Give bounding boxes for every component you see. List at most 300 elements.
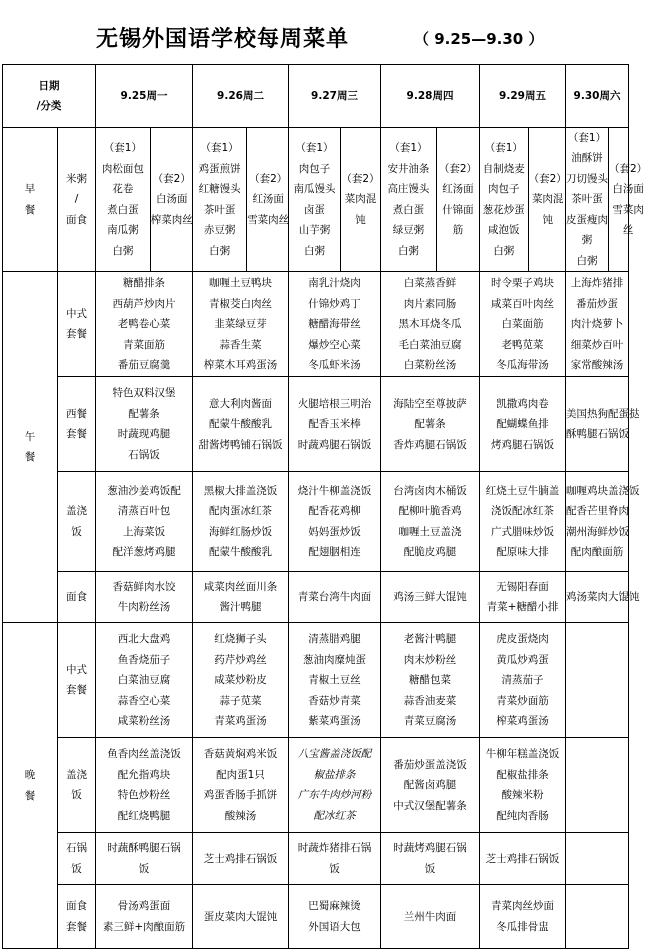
category-label: 米粥 / 面食 [58,128,96,272]
menu-item: （套2） [438,162,478,175]
menu-item: 配薯条 [128,407,160,420]
menu-item: 红糖馒头 [198,183,241,196]
day-cell [289,833,381,885]
menu-item: 油酥饼 [571,152,603,165]
menu-item: （套1） [567,132,607,144]
menu-item: 番茄豆腐羹 [117,358,171,371]
dinner-rice-row [3,738,629,833]
menu-item: 鱼香烧茄子 [117,653,171,666]
menu-item: 菜肉混 [531,193,564,206]
menu-item: 茶叶蛋 [571,193,603,206]
day-cell [566,623,629,738]
menu-item: 肉汁烧萝卜 [570,318,624,331]
menu-item: 咖喱土豆盖浇 [398,525,462,538]
category-label: 盖浇 饭 [58,738,96,833]
menu-item: （套1） [389,142,428,155]
menu-item: （套2） [528,172,567,185]
menu-item: 高庄馒头 [387,183,430,196]
day-cell [381,738,480,833]
menu-item: （套2） [249,172,288,185]
menu-item: 妈妈蛋炒饭 [308,525,361,538]
menu-item: 椒盐排条 [313,768,356,781]
menu-item: 肉包子 [488,183,520,196]
day-cell [381,472,480,572]
day-cell [480,623,566,738]
menu-item: 芝士鸡排石锅饭 [485,852,560,865]
day-cell [96,128,193,272]
day-cell [193,272,289,377]
meal-label: 午 餐 [3,272,58,623]
menu-item: 毛白菜油豆腐 [398,338,462,351]
menu-item: 蒜香油麦菜 [403,694,457,707]
weekly-menu-table [2,64,647,949]
menu-item: （套2） [152,172,191,185]
menu-item: 青菜炒面筋 [496,694,549,707]
menu-item: 烤鸡腿石锅饭 [491,438,554,451]
menu-item: 香菇黄焖鸡米饭 [203,748,278,761]
menu-item: 青菜面筋 [123,338,165,351]
menu-item: 青菜鸡蛋汤 [214,714,267,727]
menu-item: 配肉蛋1只 [216,768,265,781]
menu-item: 配蒙牛酸酸乳 [209,546,272,559]
menu-item: 南瓜馒头 [293,183,336,196]
menu-item: 丝 [622,224,634,237]
menu-item: 冬瓜排骨盅 [496,920,549,933]
menu-item: 甜酱烤鸭铺石锅饭 [198,438,283,451]
menu-item: 刀切馒头 [566,172,608,185]
menu-item: 香炸鸡腿石锅饭 [393,438,467,451]
day-cell [193,472,289,572]
category-label: 面食 套餐 [58,885,96,949]
dinner-chinese-row [3,623,629,738]
header-day: 9.30周六 [566,65,629,128]
day-cell [566,128,647,272]
menu-item: 白粥 [112,244,134,257]
menu-item: 榨菜木耳鸡蛋汤 [203,358,278,371]
day-cell [566,833,629,885]
breakfast-sets [193,128,288,271]
day-cell [480,572,566,623]
menu-item: 饨 [355,213,366,226]
menu-item: 骨汤鸡蛋面 [117,900,171,913]
menu-item: 鸡蛋香肠手抓饼 [203,789,278,802]
menu-item: 糖醋排条 [123,277,165,290]
menu-item: 南乳汁烧肉 [308,277,361,290]
breakfast-row [3,128,629,272]
menu-item: 白菜油豆腐 [117,674,171,687]
breakfast-set-1 [566,128,609,271]
menu-item: 肉片素同肠 [403,297,457,310]
menu-item: 配蝴蝶鱼排 [496,418,549,431]
menu-item: 蒜香空心菜 [117,694,171,707]
menu-item: 白菜粉丝汤 [403,358,457,371]
menu-item: 配肉酿面筋 [570,546,624,559]
dinner-stonepot-row [3,833,629,885]
menu-item: 葱花炒蛋 [482,203,525,216]
menu-item: 雪菜肉 [612,203,644,216]
category-label: 盖浇 饭 [58,472,96,572]
menu-item: 配红烧鸭腿 [117,809,171,822]
menu-item: 香菇鲜肉水饺 [112,580,176,593]
menu-item: 雪菜肉丝 [247,213,290,226]
breakfast-sets [566,128,647,271]
menu-item: 鸡汤三鲜大馄饨 [393,591,467,604]
menu-item: 清蒸百叶包 [117,505,171,518]
menu-item: 配香玉米棒 [308,418,361,431]
menu-item: 上海菜饭 [123,525,165,538]
menu-item: 老鸭苋菜 [501,338,544,351]
menu-item: 糖醋包菜 [409,674,451,687]
menu-item: 配肉蛋冰红茶 [209,505,272,518]
day-cell [193,885,289,949]
menu-item: 煮白蛋 [392,203,425,216]
menu-item: 茶叶蛋 [203,203,236,216]
menu-item: 时蔬烤鸡腿石锅 [393,842,467,855]
menu-item: 红烧土豆牛腩盖 [485,484,560,497]
menu-item: 配冰红茶 [313,809,356,822]
menu-item: 浇饭配冰红茶 [491,505,554,518]
menu-item: 时蔬炸猪排石锅 [297,842,372,855]
menu-item: 酱汁鸭腿 [219,601,262,614]
header-day: 9.29周五 [480,65,566,128]
day-cell [480,128,566,272]
menu-title-bar [0,18,630,62]
lunch-chinese-row [3,272,629,377]
day-cell [480,833,566,885]
day-cell [566,472,640,572]
day-cell [381,572,480,623]
menu-item: 青菜+糖醋小排 [486,601,559,614]
day-cell [193,128,289,272]
day-cell [566,885,629,949]
day-cell [480,272,566,377]
menu-item: 青椒土豆丝 [308,674,361,687]
menu-item: 中式汉堡配薯条 [393,799,467,812]
menu-item: 肉松面包 [101,162,144,175]
menu-item: 自制烧麦 [482,162,525,175]
breakfast-set-1 [480,128,529,271]
dinner-noodle-row [3,885,629,949]
menu-item: 卤蛋 [303,203,325,216]
menu-item: 美国热狗配蛋挞 [566,407,640,420]
menu-item: 菜肉混 [344,193,377,206]
menu-item: 煮白蛋 [107,203,139,216]
day-cell [566,272,629,377]
menu-item: （套2） [341,172,380,185]
menu-item: （套1） [295,142,334,155]
menu-item: 榨菜肉丝 [150,213,193,226]
menu-item: 绿豆粥 [392,224,425,237]
day-cell [381,885,480,949]
menu-item: 饭 [424,862,436,875]
category-label: 西餐 套餐 [58,377,96,472]
menu-item: （套1） [484,142,523,155]
breakfast-set-1 [381,128,437,271]
menu-item: 鸡汤菜肉大馄饨 [566,591,640,604]
category-label: 中式 套餐 [58,623,96,738]
header-day: 9.28周四 [381,65,480,128]
menu-item: 上海炸猪排 [570,277,624,290]
day-cell [289,272,381,377]
menu-item: 兰州牛肉面 [403,910,457,923]
menu-item: 八宝酱盖浇饭配 [297,748,372,761]
menu-item: 黄瓜炒鸡蛋 [496,653,549,666]
menu-item: 冬瓜海带汤 [496,358,549,371]
menu-item: 白汤面 [612,183,644,196]
menu-item: 配翅胭相连 [308,546,361,559]
page-title: 无锡外国语学校每周菜单 [96,27,350,52]
day-cell [193,623,289,738]
day-cell [289,472,381,572]
menu-item: 配纯肉香肠 [496,809,549,822]
menu-item: 咸泡饭 [488,224,520,237]
menu-item: （套1） [200,142,239,155]
menu-item: 咖喱鸡块盖浇饭 [566,484,640,497]
menu-item: 饭 [329,862,340,875]
breakfast-set-2 [609,128,647,271]
menu-item: 时蔬酥鸭腿石锅 [107,842,181,855]
menu-item: 冬瓜虾米汤 [308,358,361,371]
menu-item: 咸菜粉丝汤 [117,714,171,727]
menu-item: 白菜面筋 [501,318,544,331]
day-cell [381,623,480,738]
day-cell [96,272,193,377]
day-cell [381,128,480,272]
menu-item: 韭菜绿豆芽 [214,318,267,331]
menu-item: 咸菜百叶肉丝 [491,297,554,310]
day-cell [480,472,566,572]
menu-item: （套1） [103,142,142,155]
menu-item: 青菜豆腐汤 [403,714,457,727]
menu-item: 酸辣汤 [224,809,257,822]
menu-item: 饭 [138,862,150,875]
menu-item: 家常酸辣汤 [570,358,624,371]
menu-item: （套2） [609,162,647,175]
breakfast-sets [289,128,380,271]
meal-label: 晚 餐 [3,623,58,949]
breakfast-set-2 [437,128,479,271]
menu-item: 牛肉粉丝汤 [117,601,171,614]
menu-item: 凯撒鸡肉卷 [496,397,549,410]
menu-item: 广式腊味炒饭 [491,525,554,538]
menu-item: 配原味大排 [496,546,549,559]
menu-item: 咖喱土豆鸭块 [209,277,272,290]
breakfast-sets [480,128,565,271]
menu-item: 安井油条 [387,162,430,175]
day-cell [193,377,289,472]
menu-item: 糖醋海带丝 [308,318,361,331]
menu-item: 台湾卤肉木桶饭 [393,484,467,497]
menu-item: 皮蛋瘦肉 [566,213,608,226]
menu-item: 蒜子苋菜 [219,694,262,707]
breakfast-set-1 [289,128,341,271]
menu-item: 时令栗子鸡块 [491,277,554,290]
day-cell [566,377,640,472]
menu-item: 石锅饭 [128,448,160,461]
day-cell [566,572,640,623]
day-cell [289,885,381,949]
menu-item: 白粥 [209,244,231,257]
menu-item: 特色双料汉堡 [112,387,176,400]
menu-item: 清蒸腊鸡腿 [308,633,361,646]
menu-item: 赤豆粥 [203,224,236,237]
menu-item: 青菜台湾牛肉面 [297,591,372,604]
day-cell [289,623,381,738]
menu-item: 配柳叶脆香鸡 [398,505,462,518]
menu-item: 外国语大包 [308,920,361,933]
menu-item: 肉末炒粉丝 [403,653,457,666]
menu-item: 筋 [452,224,464,237]
menu-item: 特色炒粉丝 [117,789,171,802]
menu-item: 芝士鸡排石锅饭 [203,852,278,865]
day-cell [480,377,566,472]
header-day: 9.27周三 [289,65,381,128]
day-cell [289,572,381,623]
day-cell [96,885,193,949]
menu-item: 海陆空至尊披萨 [393,397,467,410]
menu-item: 红汤面 [442,183,474,196]
menu-item: 时蔬鸡腿石锅饭 [297,438,372,451]
menu-item: 白粥 [493,244,515,257]
menu-item: 黑椒大排盖浇饭 [203,484,278,497]
day-cell [96,738,193,833]
menu-item: 葱油沙姜鸡饭配 [107,484,181,497]
day-cell [480,738,566,833]
menu-item: 白汤面 [156,193,188,206]
category-label: 石锅 饭 [58,833,96,885]
day-cell [289,377,381,472]
day-cell [193,738,289,833]
menu-item: 什锦面 [442,203,474,216]
menu-item: 红汤面 [252,193,284,206]
menu-item: 配椒盐排条 [496,768,549,781]
category-label: 面食 [58,572,96,623]
menu-item: 牛柳年糕盖浇饭 [485,748,560,761]
menu-item: 虎皮蛋烧肉 [496,633,549,646]
day-cell [96,572,193,623]
menu-item: 配蒙牛酸酸乳 [209,418,272,431]
day-cell [193,572,289,623]
menu-item: 粥 [581,234,593,247]
menu-item: 潮州海鲜炒饭 [566,525,629,538]
breakfast-sets [96,128,192,271]
header-day: 9.25周一 [96,65,193,128]
day-cell [381,272,480,377]
date-range: （ 9.25—9.30 ） [414,30,544,48]
menu-item: 酸辣米粉 [501,789,544,802]
breakfast-set-2 [529,128,567,271]
menu-item: 咸菜炒粉皮 [214,674,267,687]
menu-item: 老鸭卷心菜 [117,318,171,331]
menu-item: 火腿培根三明治 [297,397,372,410]
menu-item: 烧汁牛柳盖浇饭 [297,484,372,497]
menu-item: 香菇炒青菜 [308,694,361,707]
menu-item: 配酱卤鸡腿 [403,779,457,792]
menu-item: 山芋粥 [298,224,331,237]
day-cell [480,885,566,949]
breakfast-set-1 [96,128,151,271]
menu-item: 白菜蒸香鲜 [403,277,457,290]
menu-item: 配香花鸡柳 [308,505,361,518]
menu-item: 药芹炒鸡丝 [214,653,267,666]
menu-item: 配允指鸡块 [117,768,171,781]
day-cell [96,623,193,738]
breakfast-set-2 [247,128,289,271]
menu-item: 鸡蛋煎饼 [198,162,241,175]
header-day: 9.26周二 [193,65,289,128]
menu-item: 配脆皮鸡腿 [403,546,457,559]
menu-item: 巴蜀麻辣烫 [308,900,361,913]
menu-item: 葱油肉糜炖蛋 [303,653,366,666]
menu-item: 什锦炒鸡丁 [308,297,361,310]
menu-item: 咸菜肉丝面川条 [203,580,278,593]
day-cell [289,738,381,833]
day-cell [566,738,629,833]
meal-label: 早 餐 [3,128,58,272]
menu-item: 西北大盘鸡 [117,633,171,646]
menu-item: 细菜炒百叶 [570,338,624,351]
menu-item: 榨菜鸡蛋汤 [496,714,549,727]
header-row [3,65,629,128]
menu-item: 白粥 [576,254,598,267]
menu-item: 广东牛肉炒河粉 [297,789,372,802]
menu-item: 老酱汁鸭腿 [403,633,457,646]
breakfast-set-1 [193,128,247,271]
day-cell [96,472,193,572]
day-cell [381,377,480,472]
menu-item: 西葫芦炒肉片 [112,297,176,310]
menu-item: 番茄炒蛋 [576,297,618,310]
menu-item: 肉包子 [298,162,331,175]
day-cell [96,377,193,472]
menu-item: 鱼香肉丝盖浇饭 [107,748,181,761]
menu-item: 无锡阳春面 [496,580,549,593]
menu-item: 白粥 [397,244,419,257]
menu-item: 紫菜鸡蛋汤 [308,714,361,727]
menu-item: 配薯条 [414,418,446,431]
menu-item: 青椒茭白肉丝 [209,297,272,310]
menu-item: 饨 [542,213,553,226]
breakfast-set-2 [151,128,193,271]
lunch-noodle-row [3,572,629,623]
menu-item: 素三鲜+肉酿面筋 [102,920,186,933]
menu-item: 黑木耳烧冬瓜 [398,318,462,331]
menu-item: 爆炒空心菜 [308,338,361,351]
menu-item: 意大利肉酱面 [209,397,272,410]
day-cell [289,128,381,272]
menu-item: 配香芒里脊肉 [566,505,629,518]
menu-item: 番茄炒蛋盖浇饭 [393,758,467,771]
menu-item: 清蒸茄子 [501,674,544,687]
breakfast-set-2 [341,128,380,271]
menu-item: 时蔬现鸡腿 [117,428,171,441]
menu-item: 白粥 [303,244,325,257]
menu-item: 青菜肉丝炒面 [491,900,554,913]
menu-item: 蒜香生菜 [219,338,262,351]
lunch-rice-row [3,472,629,572]
category-label: 中式 套餐 [58,272,96,377]
breakfast-sets [381,128,479,271]
menu-item: 南瓜粥 [107,224,139,237]
menu-item: 海鲜红肠炒饭 [209,525,272,538]
lunch-western-row [3,377,629,472]
day-cell [193,833,289,885]
menu-item: 酥鸭腿石锅饭 [566,428,629,441]
menu-item: 蛋皮菜肉大馄饨 [203,910,278,923]
menu-item: 配洋葱烤鸡腿 [112,546,176,559]
header-date-category: 日期 /分类 [3,65,96,128]
menu-item: 红烧狮子头 [214,633,267,646]
